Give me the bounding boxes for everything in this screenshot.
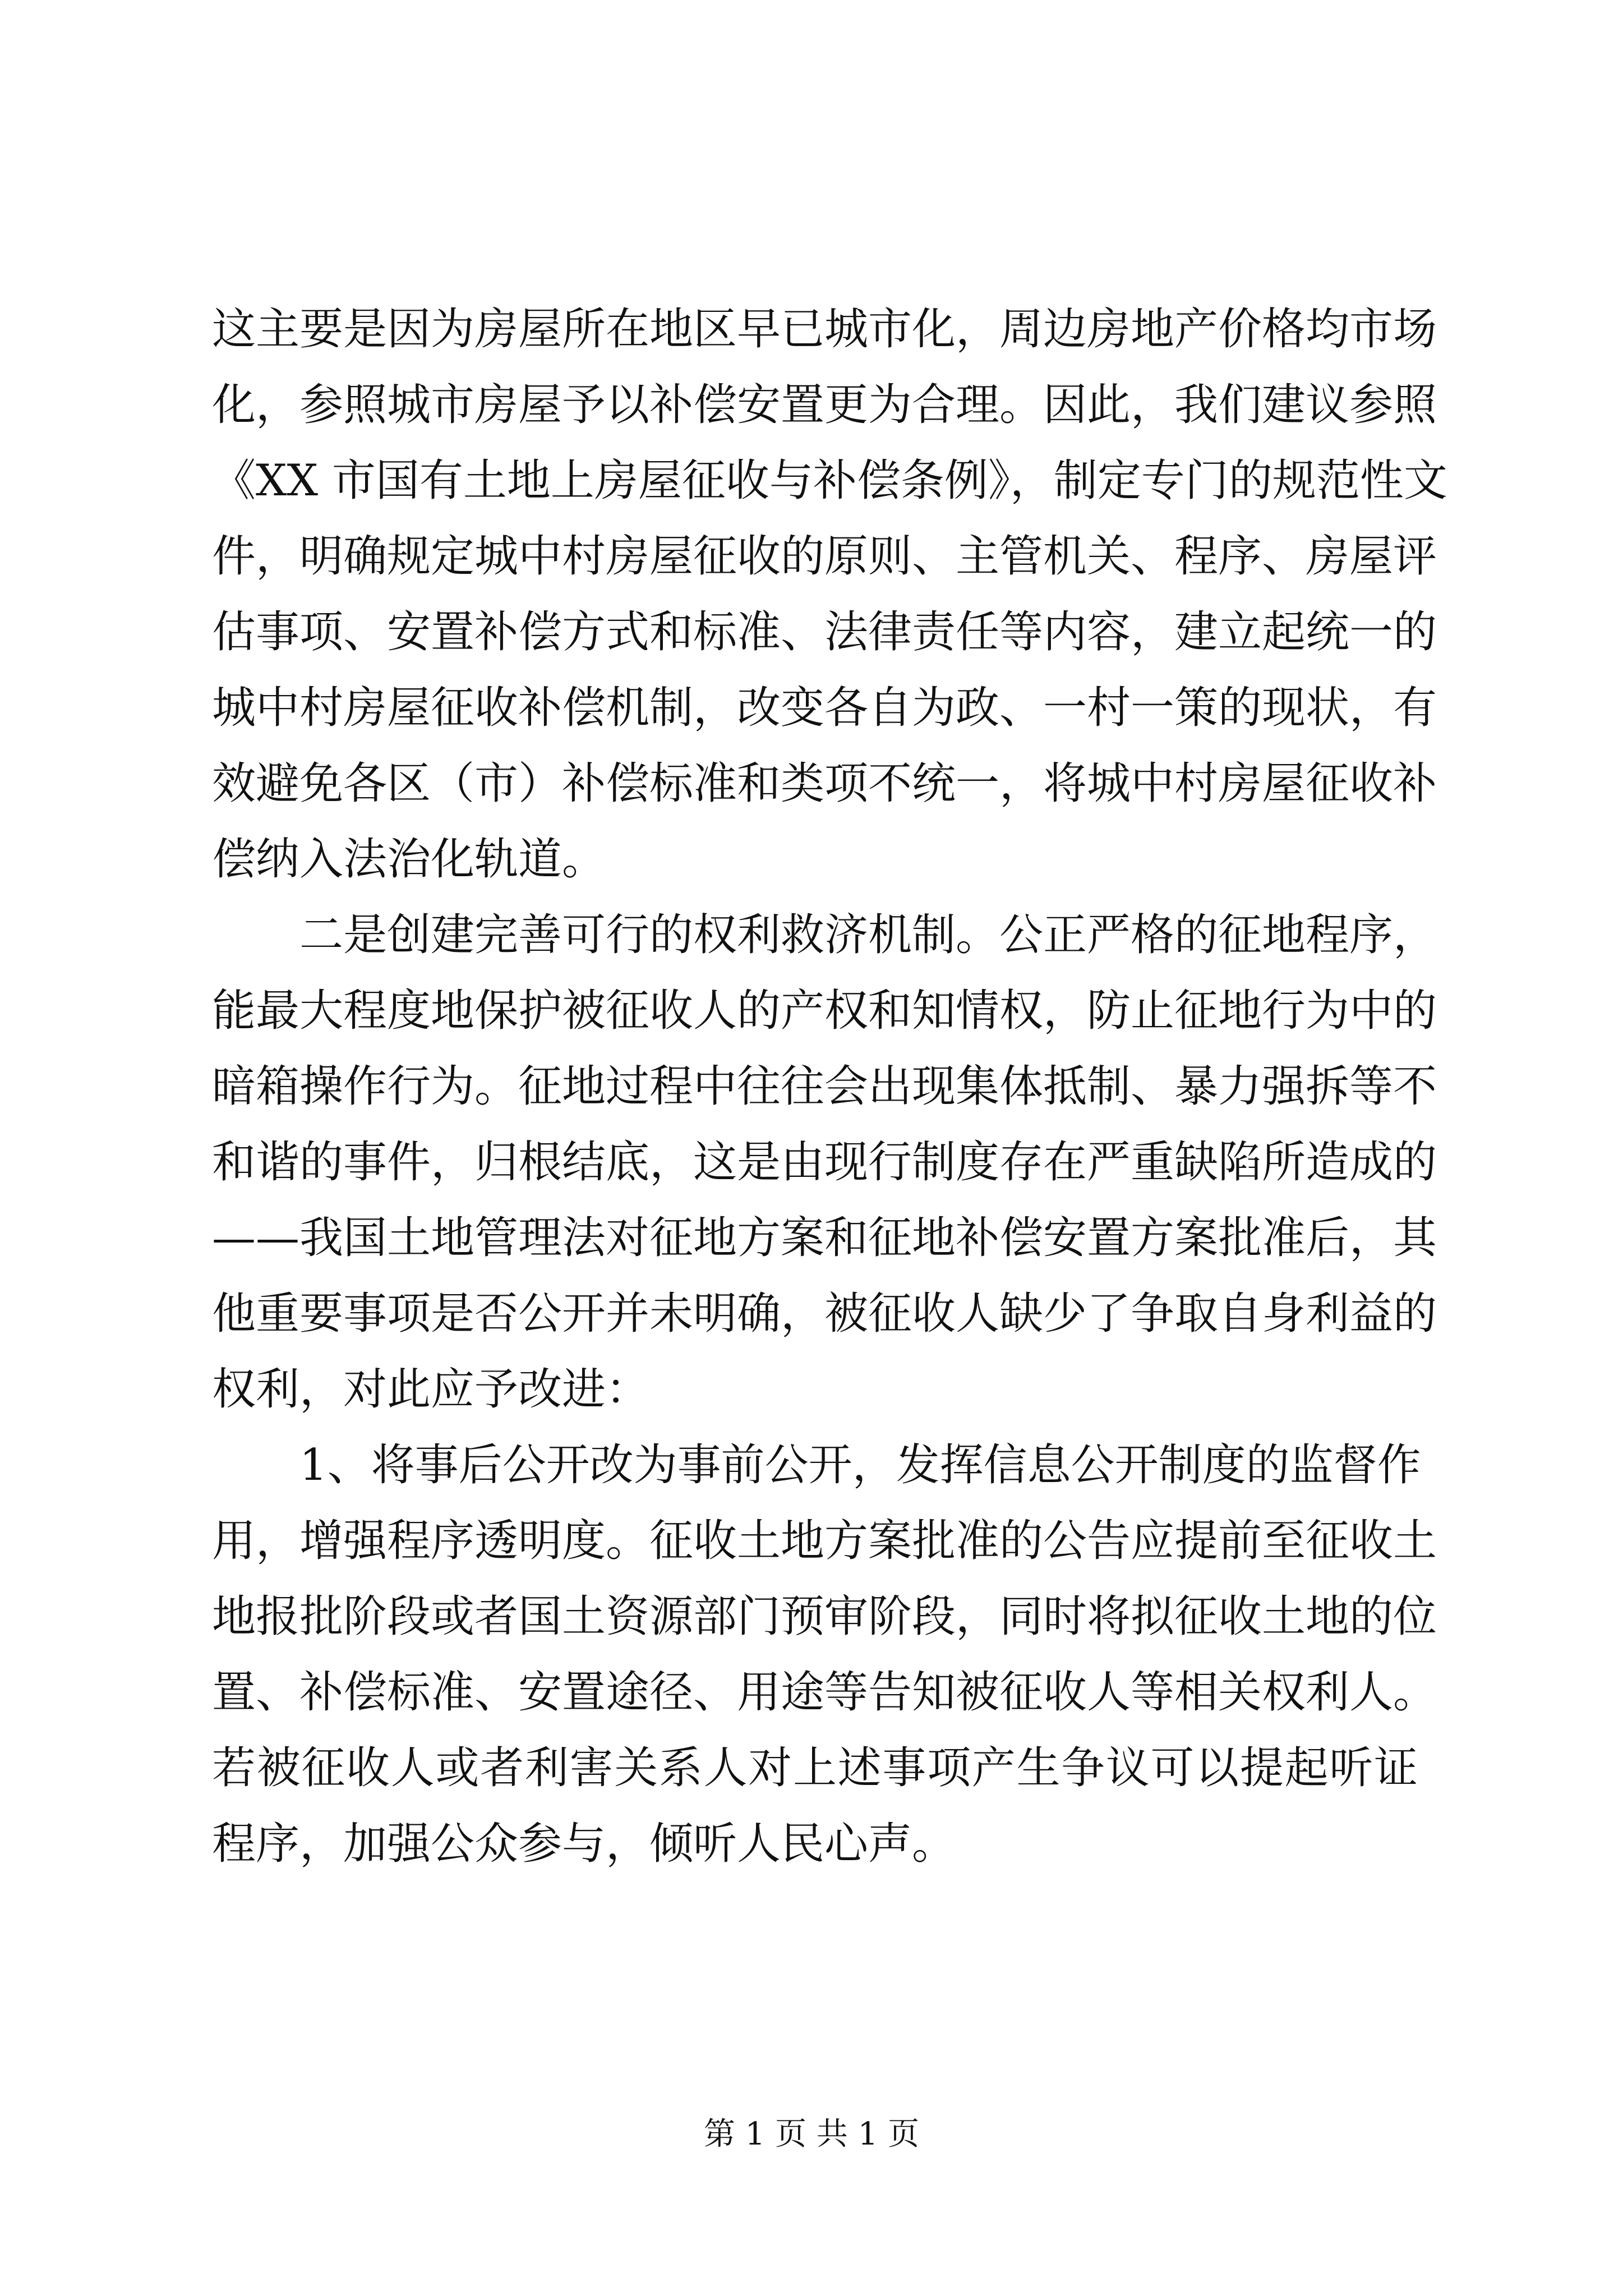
paragraph-1-line-2: 化，参照城市房屋予以补偿安置更为合理。因此，我们建议参照	[212, 380, 1437, 430]
paragraph-3-line-1: 1、将事后公开改为事前公开，发挥信息公开制度的监督作	[299, 1440, 1421, 1490]
paragraph-2-line-2: 能最大程度地保护被征收人的产权和知情权，防止征地行为中的	[212, 986, 1437, 1036]
paragraph-3-line-6: 程序，加强公众参与，倾听人民心声。	[212, 1819, 956, 1869]
paragraph-3-line-4: 置、补偿标准、安置途径、用途等告知被征收人等相关权利人。	[212, 1667, 1437, 1718]
paragraph-1-line-4: 件，明确规定城中村房屋征收的原则、主管机关、程序、房屋评	[212, 531, 1437, 582]
paragraph-1-line-5: 估事项、安置补偿方式和标准、法律责任等内容，建立起统一的	[212, 607, 1437, 657]
paragraph-2-line-1: 二是创建完善可行的权利救济机制。公正严格的征地程序，	[299, 910, 1437, 960]
paragraph-1-line-8: 偿纳入法治化轨道。	[212, 834, 606, 885]
paragraph-1-line-6: 城中村房屋征收补偿机制，改变各自为政、一村一策的现状，有	[212, 683, 1437, 733]
page-number: 第 1 页 共 1 页	[703, 2116, 920, 2152]
paragraph-2-line-5: ——我国土地管理法对征地方案和征地补偿安置方案批准后，其	[212, 1213, 1437, 1263]
paragraph-1-line-3: 《XX 市国有土地上房屋征收与补偿条例》，制定专门的规范性文	[212, 455, 1447, 506]
paragraph-1-line-7: 效避免各区（市）补偿标准和类项不统一，将城中村房屋征收补	[212, 758, 1437, 809]
paragraph-3-line-5: 若被征收人或者利害关系人对上述事项产生争议可以提起听证	[212, 1743, 1418, 1793]
paragraph-2-line-3: 暗箱操作行为。征地过程中往往会出现集体抵制、暴力强拆等不	[212, 1061, 1437, 1112]
paragraph-3-line-2: 用，增强程序透明度。征收土地方案批准的公告应提前至征收土	[212, 1516, 1437, 1566]
paragraph-1-line-1: 这主要是因为房屋所在地区早已城市化，周边房地产价格均市场	[212, 304, 1437, 355]
paragraph-2-line-7: 权利，对此应予改进：	[212, 1364, 650, 1415]
paragraph-3-line-3: 地报批阶段或者国土资源部门预审阶段，同时将拟征收土地的位	[212, 1591, 1437, 1642]
document-body	[212, 292, 1447, 1882]
page-footer	[0, 2112, 1623, 2157]
paragraph-2-line-6: 他重要事项是否公开并未明确，被征收人缺少了争取自身利益的	[212, 1289, 1437, 1339]
paragraph-2-line-4: 和谐的事件，归根结底，这是由现行制度存在严重缺陷所造成的	[212, 1137, 1437, 1188]
